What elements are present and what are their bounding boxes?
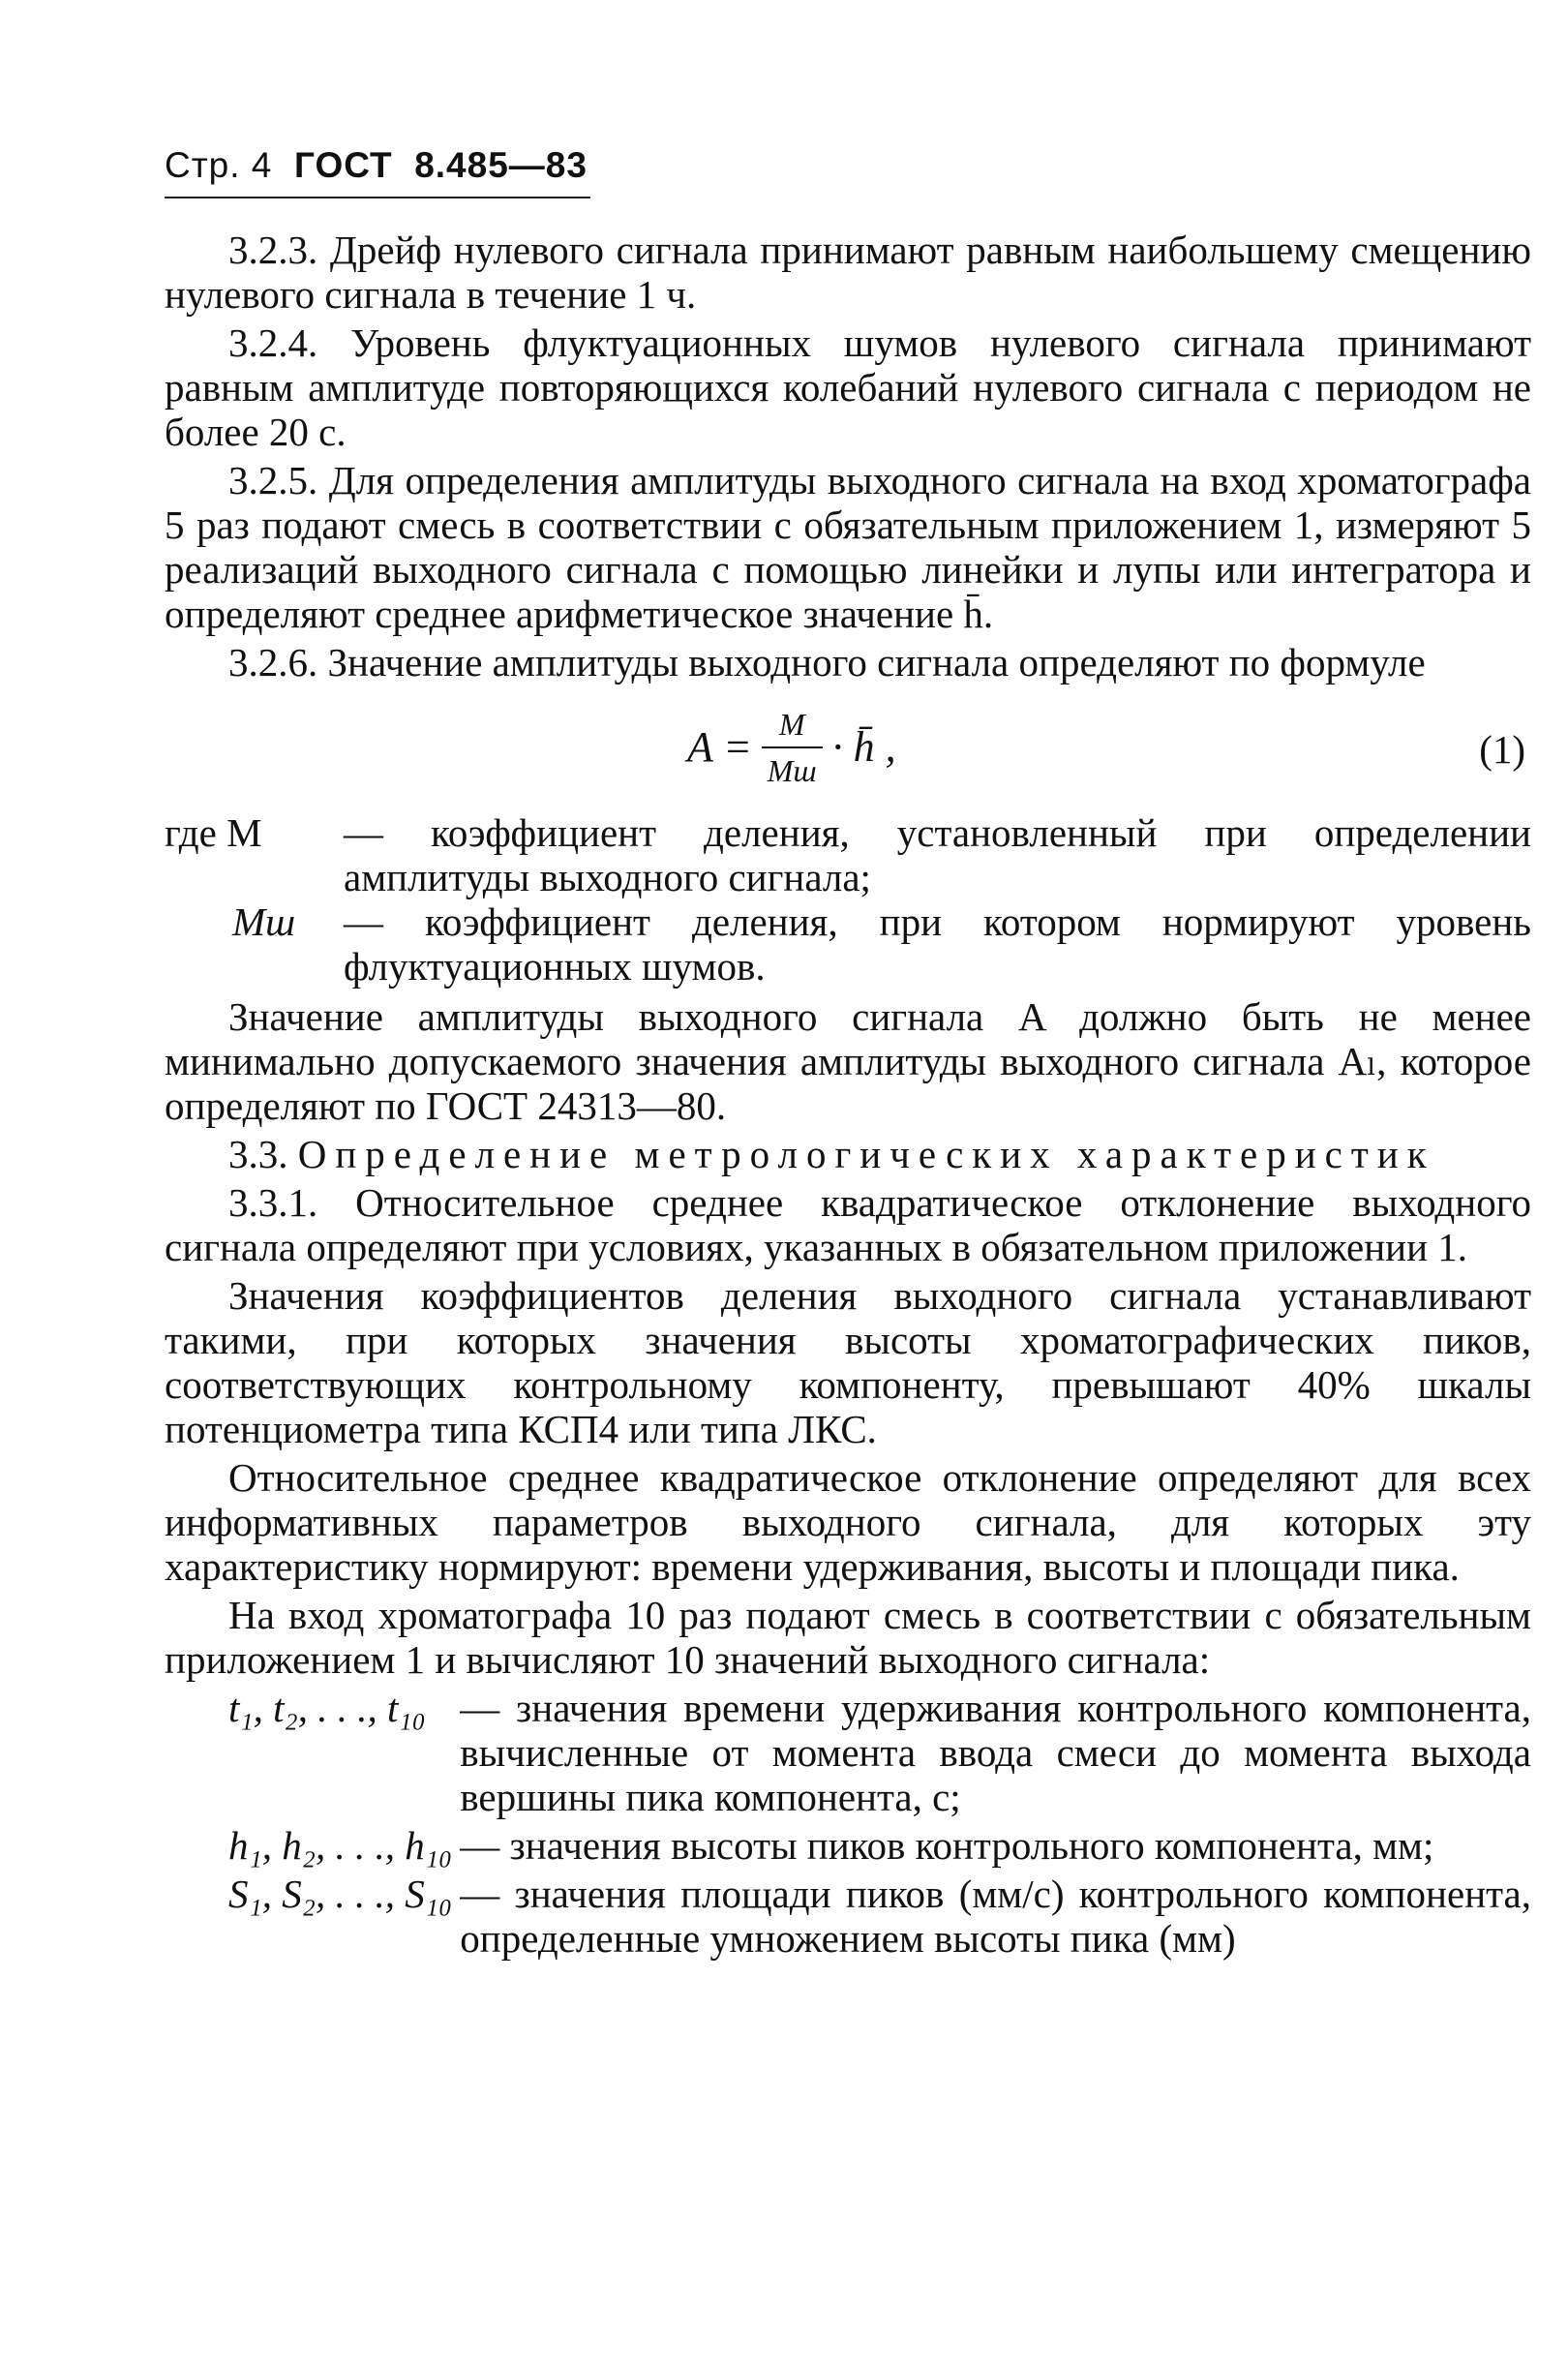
- variable-text: — значения площади пиков (мм/с) контрольного компонента, определенные умножением высоты пика (мм): [460, 1872, 1531, 1961]
- formula-number: (1): [1479, 727, 1525, 772]
- paragraph-3-2-3: 3.2.3. Дрейф нулевого сигнала принимают равным наибольшему смещению нулевого сигнала в течение 1 ч.: [165, 228, 1531, 317]
- standard-label: ГОСТ: [293, 145, 393, 185]
- paragraph-3-2-6: 3.2.6. Значение амплитуды выходного сигнала определяют по формуле: [228, 640, 1426, 685]
- formula-fraction: [762, 702, 823, 793]
- variable-text: — значения высоты пиков контрольного компонента, мм;: [460, 1823, 1434, 1868]
- formula-1: [165, 692, 1531, 805]
- definition-text: — коэффициент деления, установленный при определении амплитуды выходного сигнала;: [344, 810, 1531, 899]
- formula-expression: [687, 702, 896, 793]
- standard-number: 8.485—83: [414, 145, 588, 185]
- page-label: Стр. 4: [165, 145, 273, 185]
- variable-symbol: S₁, S₂, . . ., S₁₀: [228, 1872, 453, 1916]
- header-rule: [165, 197, 590, 198]
- formula-numerator: M: [778, 707, 805, 742]
- paragraph-10-values: На вход хроматографа 10 раз подают смесь в соответствии с обязательным приложением 1 и вычисляют 10 значений выходного сигнала:: [165, 1593, 1531, 1682]
- section-number: 3.3.: [228, 1132, 288, 1176]
- definition-text: — коэффициент деления, при котором нормируют уровень флуктуационных шумов.: [344, 899, 1531, 989]
- formula-rhs: · h̄ ,: [831, 723, 896, 771]
- paragraph-3-3-1: 3.3.1. Относительное среднее квадратическое отклонение выходного сигнала определяют при условиях, указанных в обязательном приложении 1.: [165, 1180, 1531, 1269]
- definition-symbol: Mш: [232, 899, 296, 944]
- paragraph-3-2-5: 3.2.5. Для определения амплитуды выходного сигнала на вход хроматографа 5 раз подают смесь в соответствии с обязательным приложением 1, измеряют 5 реализаций выходного сигнала с помощью линейки и лупы или интегратора и определяют среднее арифметическое значение h̄.: [165, 458, 1531, 636]
- paragraph-coefficients: Значения коэффициентов деления выходного сигнала устанавливают такими, при которых значения высоты хроматографических пиков, соответствующих контрольному компоненту, превышают 40% шкалы потенциометра типа КСП4 или типа ЛКС.: [165, 1273, 1531, 1451]
- document-body: [165, 228, 1531, 1968]
- definition-list: [165, 810, 1531, 989]
- formula-denominator: Mш: [762, 746, 823, 793]
- definition-symbol: где M: [165, 810, 262, 855]
- paragraph-rms-deviation: Относительное среднее квадратическое отклонение определяют для всех информативных параметров выходного сигнала, для которых эту характеристику нормируют: времени удерживания, высоты и площади пика.: [165, 1455, 1531, 1589]
- variable-list: [165, 1686, 1531, 1964]
- page-header: [165, 145, 588, 186]
- variable-symbol: h₁, h₂, . . ., h₁₀: [228, 1823, 453, 1868]
- section-title: Определение метрологических характеристик: [297, 1132, 1435, 1176]
- variable-symbol: t₁, t₂, . . ., t₁₀: [228, 1686, 426, 1730]
- paragraph-amplitude-min: Значение амплитуды выходного сигнала A должно быть не менее минимально допускаемого значения амплитуды выходного сигнала Aₗ, которое определяют по ГОСТ 24313—80.: [165, 994, 1531, 1128]
- paragraph-3-2-4: 3.2.4. Уровень флуктуационных шумов нулевого сигнала принимают равным амплитуде повторяющихся колебаний нулевого сигнала с периодом не более 20 с.: [165, 320, 1531, 454]
- variable-text: — значения времени удерживания контрольного компонента, вычисленные от момента ввода смеси до момента выхода вершины пика компонента, с;: [460, 1686, 1531, 1819]
- section-heading-3-3: [165, 1132, 1531, 1176]
- formula-lhs: A =: [687, 723, 752, 771]
